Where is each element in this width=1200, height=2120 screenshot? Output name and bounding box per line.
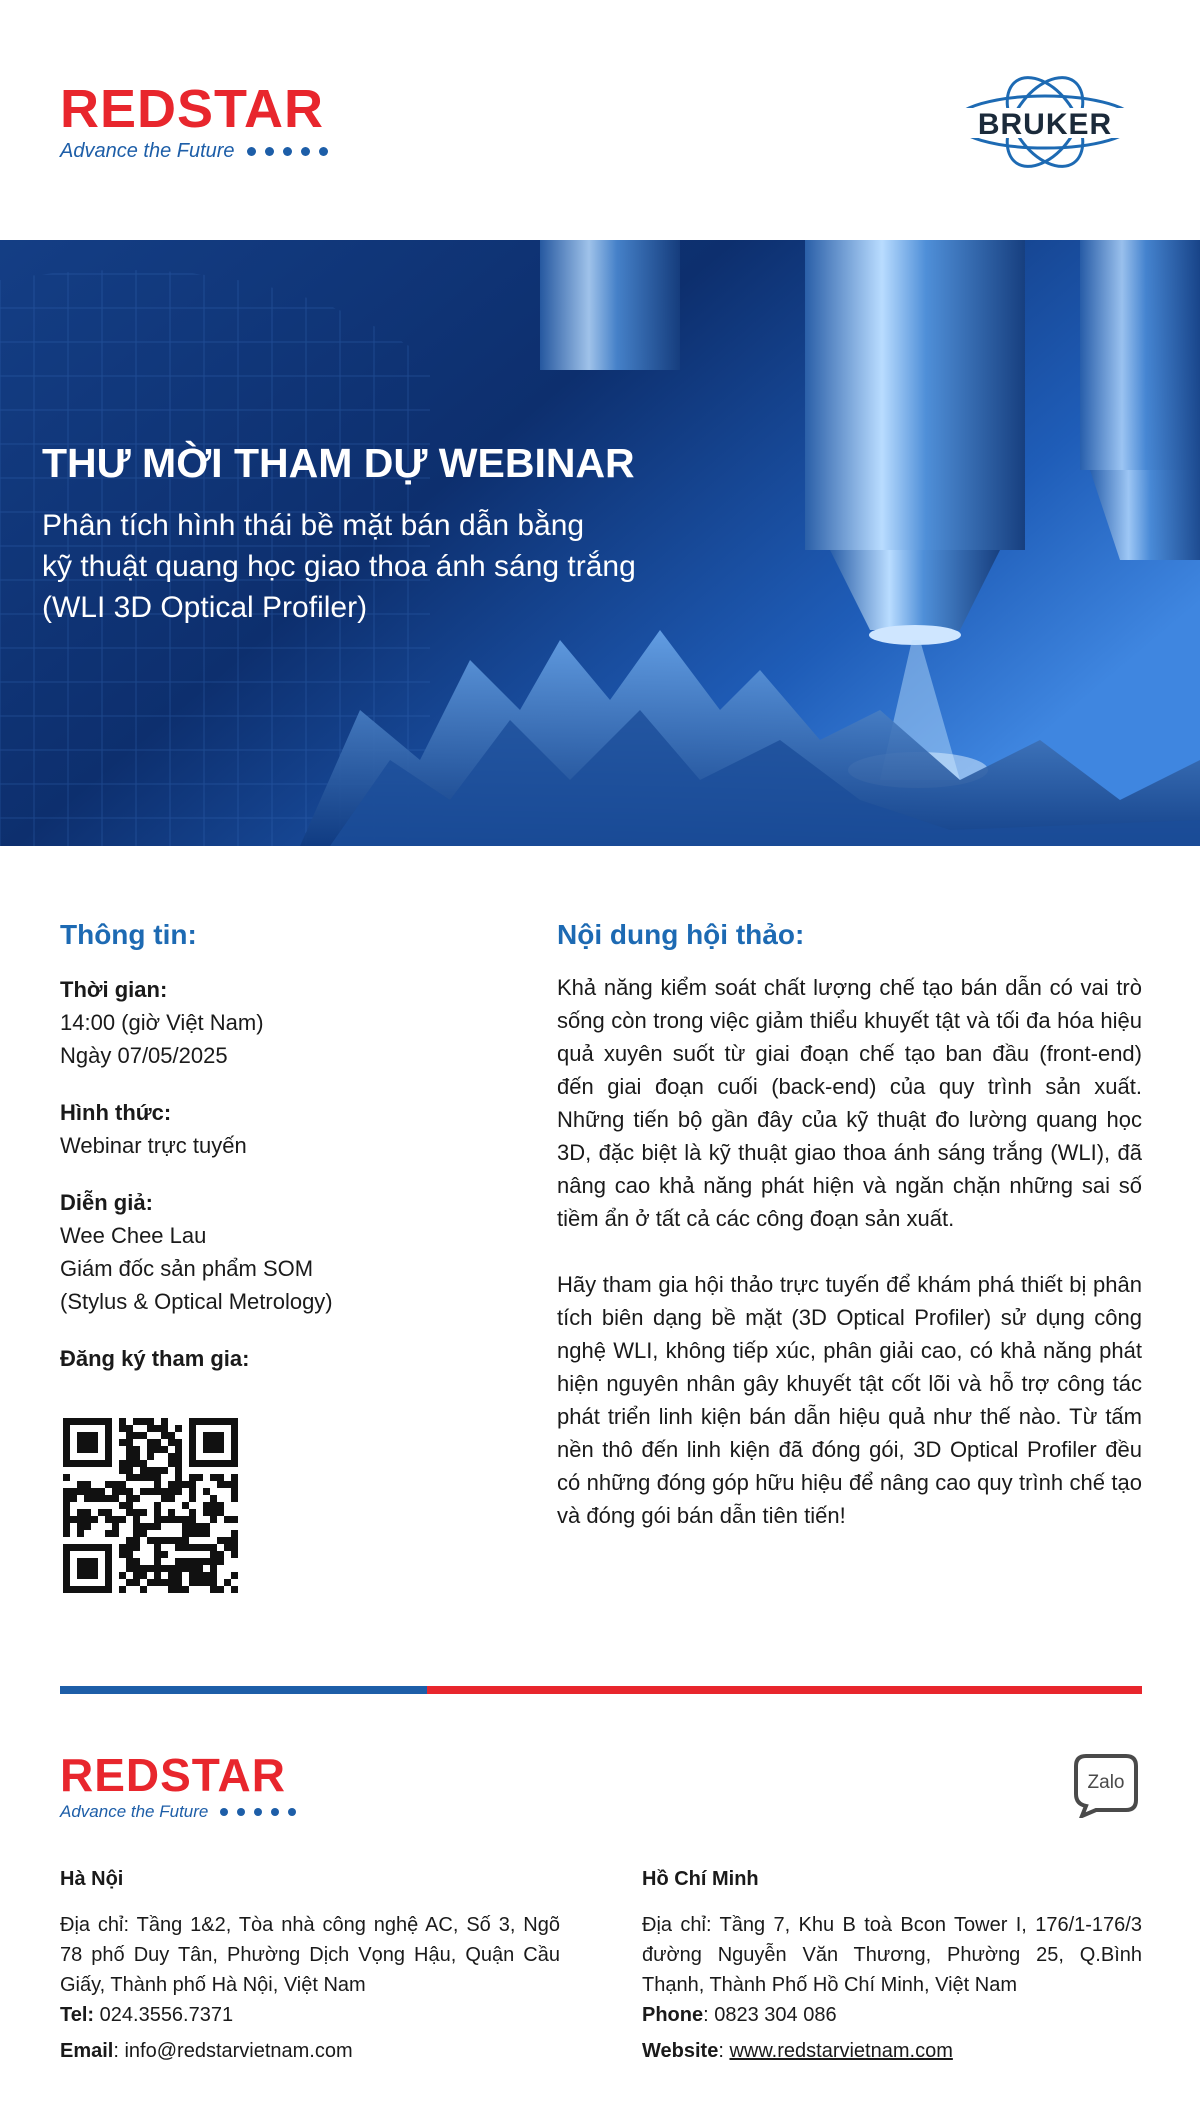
- info-section: [60, 918, 500, 1375]
- hcm-address: Địa chỉ: Tầng 7, Khu B toà Bcon Tower I, 176/1-176/3 đường Nguyễn Văn Thương, Phường 25, Q.Bình Thạnh, Thành Phố Hồ Chí Minh, Việt Nam: [642, 1914, 1142, 1996]
- content-section: [557, 918, 1142, 1532]
- registration-qr-code[interactable]: [63, 1418, 238, 1593]
- redstar-wordmark: REDSTAR: [60, 79, 325, 139]
- speaker-title: Giám đốc sản phẩm SOM: [60, 1256, 314, 1281]
- hanoi-address: Địa chỉ: Tầng 1&2, Tòa nhà công nghệ AC, Số 3, Ngõ 78 phố Duy Tân, Phường Dịch Vọng Hậu, Quận Cầu Giấy, Thành phố Hà Nội, Việt Nam: [60, 1914, 560, 1996]
- format-value: Webinar trực tuyến: [60, 1133, 247, 1158]
- divider-blue: [60, 1686, 427, 1694]
- speaker-name: Wee Chee Lau: [60, 1223, 207, 1248]
- hcm-city: Hồ Chí Minh: [642, 1868, 759, 1890]
- hanoi-office: [60, 1864, 560, 2066]
- hero-subtitle: [42, 505, 722, 628]
- register-label: Đăng ký tham gia:: [60, 1346, 250, 1371]
- info-heading: Thông tin:: [60, 919, 197, 950]
- redstar-logo: [60, 79, 328, 163]
- hcm-website: Website: www.redstarvietnam.com: [642, 2040, 953, 2062]
- divider-red: [427, 1686, 1142, 1694]
- time-label: Thời gian:: [60, 977, 168, 1002]
- redstar-tagline: Advance the Future: [60, 140, 235, 162]
- date-value: Ngày 07/05/2025: [60, 1043, 228, 1068]
- bruker-wordmark: BRUKER: [977, 108, 1113, 141]
- content-paragraph-2: Hãy tham gia hội thảo trực tuyến để khám phá thiết bị phân tích biên dạng bề mặt (3D Optical Profiler) sử dụng công nghệ WLI, không tiếp xúc, phân giải cao, có khả năng phát hiện nguyên nhân gây khuyết tật cốt lõi và hỗ trợ công tác phát triển linh kiện bán dẫn hiệu quả như thế nào. Từ tấm nền thô đến linh kiện đã đóng gói, 3D Optical Profiler đều có những đóng góp hữu hiệu để nâng cao quy trình chế tạo và đóng gói bán dẫn tiên tiến!: [557, 1272, 1142, 1528]
- footer-redstar-tagline: Advance the Future: [60, 1802, 209, 1821]
- zalo-button[interactable]: [1072, 1750, 1140, 1818]
- speaker-block: [60, 1186, 500, 1318]
- qr-code-icon: [63, 1418, 238, 1593]
- tagline-dots-icon: [220, 1808, 296, 1816]
- speaker-label: Diễn giả:: [60, 1190, 153, 1215]
- speaker-dept: (Stylus & Optical Metrology): [60, 1289, 333, 1314]
- format-label: Hình thức:: [60, 1100, 172, 1125]
- time-block: [60, 973, 500, 1072]
- bruker-logo: [945, 70, 1145, 180]
- footer-redstar-logo: [60, 1749, 296, 1822]
- format-block: [60, 1096, 500, 1162]
- hero-title: THƯ MỜI THAM DỰ WEBINAR: [42, 440, 635, 486]
- hcm-address-text: Tầng 7, Khu B toà Bcon Tower I, 176/1-176/3 đường Nguyễn Văn Thương, Phường 25, Q.Bình Thạnh, Thành Phố Hồ Chí Minh, Việt Nam: [642, 1914, 1142, 1996]
- tagline-dots-icon: [247, 147, 328, 156]
- hcm-phone: Phone: 0823 304 086: [642, 2004, 837, 2026]
- hero-subtitle-line: (WLI 3D Optical Profiler): [42, 591, 368, 624]
- content-heading: Nội dung hội thảo:: [557, 919, 805, 950]
- zalo-label: Zalo: [1087, 1772, 1125, 1793]
- hcm-office: [642, 1864, 1142, 2066]
- time-value: 14:00 (giờ Việt Nam): [60, 1010, 264, 1035]
- hanoi-city: Hà Nội: [60, 1868, 124, 1890]
- hanoi-email-link[interactable]: info@redstarvietnam.com: [124, 2040, 353, 2062]
- hanoi-address-text: Tầng 1&2, Tòa nhà công nghệ AC, Số 3, Ngõ 78 phố Duy Tân, Phường Dịch Vọng Hậu, Quận Cầu Giấy, Thành phố Hà Nội, Việt Nam: [60, 1914, 560, 1996]
- website-link[interactable]: www.redstarvietnam.com: [729, 2040, 953, 2062]
- hanoi-email: Email: info@redstarvietnam.com: [60, 2040, 353, 2062]
- hanoi-tel: Tel: 024.3556.7371: [60, 2004, 234, 2026]
- hero-subtitle-line: kỹ thuật quang học giao thoa ánh sáng trắng: [42, 550, 636, 583]
- hanoi-tel-value: 024.3556.7371: [99, 2004, 234, 2026]
- register-block: [60, 1342, 500, 1375]
- content-paragraph-1: Khả năng kiểm soát chất lượng chế tạo bán dẫn có vai trò sống còn trong việc giảm thiểu khuyết tật và tối đa hóa hiệu quả xuyên suốt từ giai đoạn chế tạo ban đầu (front-end) đến giai đoạn cuối (back-end) của quy trình sản xuất. Những tiến bộ gần đây của kỹ thuật đo lường quang học 3D, đặc biệt là kỹ thuật giao thoa ánh sáng trắng (WLI), đã nâng cao khả năng phát hiện và ngăn chặn những sai số tiềm ẩn ở tất cả các công đoạn sản xuất.: [557, 975, 1142, 1231]
- footer-redstar-wordmark: REDSTAR: [60, 1749, 286, 1801]
- hcm-phone-value: 0823 304 086: [714, 2004, 837, 2026]
- hero-subtitle-line: Phân tích hình thái bề mặt bán dẫn bằng: [42, 509, 585, 542]
